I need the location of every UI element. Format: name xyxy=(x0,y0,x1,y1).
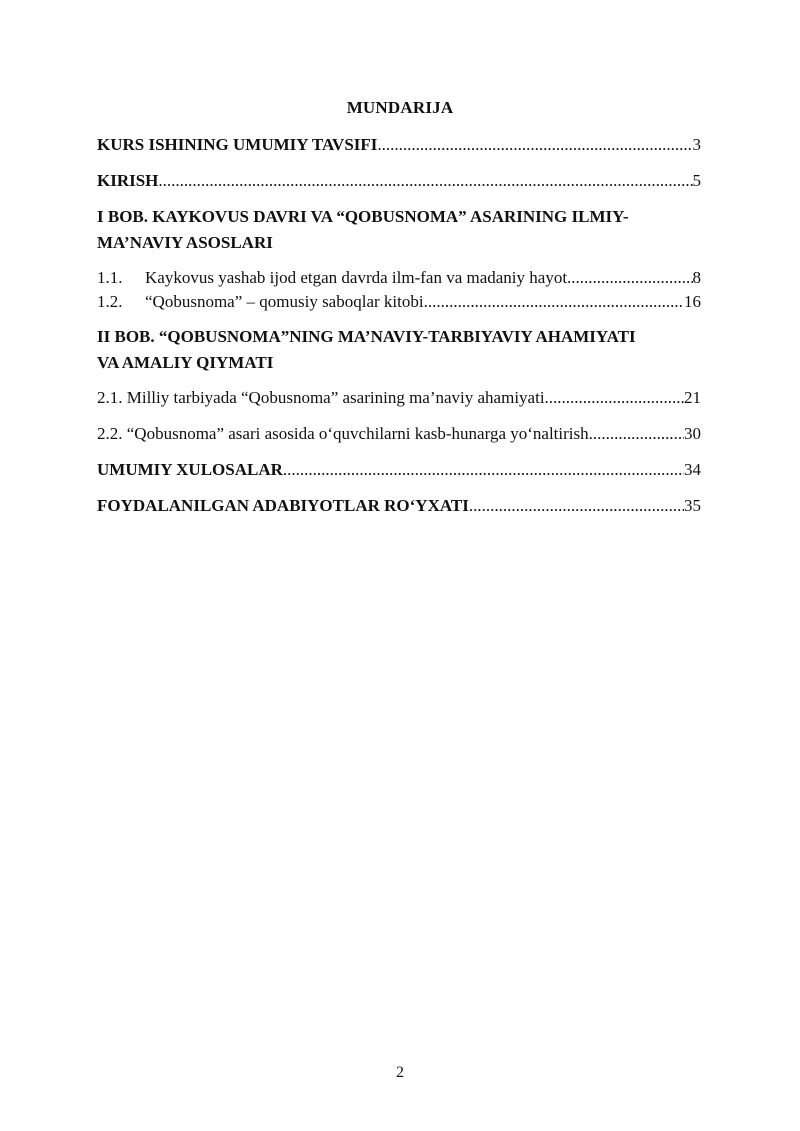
toc-entry-label: “Qobusnoma” – qomusiy saboqlar kitobi xyxy=(145,292,424,311)
toc-entry-2-1[interactable] xyxy=(97,387,701,409)
page-number: 2 xyxy=(396,1064,404,1081)
toc-title: MUNDARIJA xyxy=(346,98,454,117)
toc-entry-kirish[interactable] xyxy=(97,170,701,192)
toc-entry-page: 3 xyxy=(692,135,701,154)
toc-entry-1-1[interactable] xyxy=(97,267,701,289)
toc-entry-1-2[interactable] xyxy=(97,291,701,313)
toc-leader-dots xyxy=(567,267,692,289)
toc-entry-page: 34 xyxy=(684,460,701,479)
toc-entry-label: 2.1. Milliy tarbiyada “Qobusnoma” asarining ma’naviy ahamiyati xyxy=(97,388,545,407)
toc-entry-label: 2.2. “Qobusnoma” asari asosida o‘quvchilarni kasb-hunarga yo‘naltirish xyxy=(97,424,589,443)
toc-entry-2-2[interactable] xyxy=(97,423,701,445)
toc-entry-number: 1.2. xyxy=(97,292,123,311)
toc-entry-umumiy-tavsif[interactable] xyxy=(97,134,701,156)
toc-chapter-line: MA’NAVIY ASOSLARI xyxy=(97,233,273,252)
toc-entry-number: 1.1. xyxy=(97,268,123,287)
toc-entry-page: 8 xyxy=(692,268,701,287)
toc-chapter-line: VA AMALIY QIYMATI xyxy=(97,353,274,372)
toc-entry-page: 5 xyxy=(692,171,701,190)
toc-entry-label: FOYDALANILGAN ADABIYOTLAR RO‘YXATI xyxy=(97,496,469,515)
toc-entry-label: KURS ISHINING UMUMIY TAVSIFI xyxy=(97,135,378,154)
toc-chapter-2[interactable] xyxy=(97,324,707,376)
toc-entry-page: 16 xyxy=(684,292,701,311)
toc-entry-adabiyotlar[interactable] xyxy=(97,495,701,517)
toc-leader-dots xyxy=(377,134,692,156)
toc-entry-label: KIRISH xyxy=(97,171,159,190)
toc-entry-xulosalar[interactable] xyxy=(97,459,701,481)
toc-leader-dots xyxy=(283,459,684,481)
toc-leader-dots xyxy=(469,495,684,517)
toc-leader-dots xyxy=(158,170,692,192)
toc-leader-dots xyxy=(545,387,684,409)
toc-entry-page: 35 xyxy=(684,496,701,515)
toc-leader-dots xyxy=(424,291,684,313)
toc-entry-label: UMUMIY XULOSALAR xyxy=(97,460,283,479)
toc-chapter-line: I BOB. KAYKOVUS DAVRI VA “QOBUSNOMA” ASARINING ILMIY- xyxy=(97,207,629,226)
toc-chapter-line: II BOB. “QOBUSNOMA”NING MA’NAVIY-TARBIYAVIY AHAMIYATI xyxy=(97,327,636,346)
toc-chapter-1[interactable] xyxy=(97,204,707,256)
toc-leader-dots xyxy=(589,423,684,445)
toc-entry-page: 21 xyxy=(684,388,701,407)
toc-entry-page: 30 xyxy=(684,424,701,443)
toc-entry-label: Kaykovus yashab ijod etgan davrda ilm-fan va madaniy hayot xyxy=(145,268,568,287)
